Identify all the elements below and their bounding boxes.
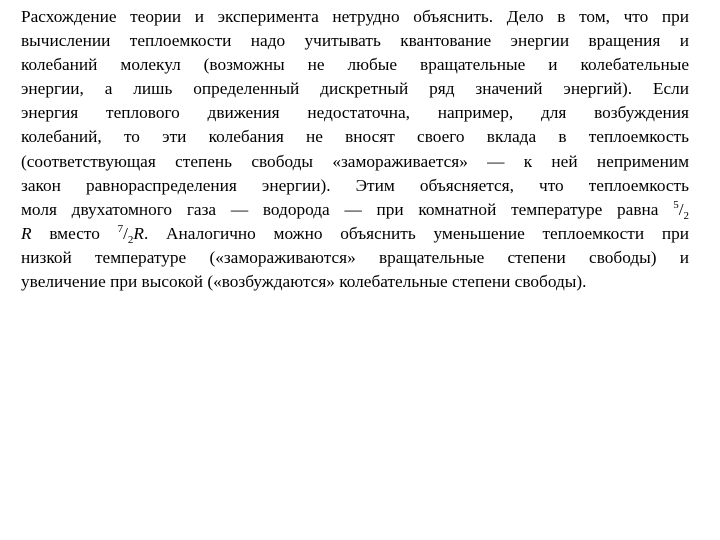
fraction-denominator: 2 (683, 209, 690, 222)
variable-r: R (133, 223, 144, 243)
fraction-slash: / (678, 199, 684, 219)
fraction-denominator: 2 (127, 233, 134, 246)
text-line (21, 198, 689, 222)
text-line: энергии, а лишь определенный дискретный ряд значений энергий). Если (21, 79, 689, 99)
fraction-seven-halves (117, 223, 134, 246)
fraction-numerator: 5 (673, 199, 679, 212)
text-line: Расхождение теории и эксперимента нетрудно объяснить. Дело в том, что при (21, 7, 689, 26)
fraction-numerator: 7 (117, 223, 124, 236)
text-segment: вместо (49, 223, 100, 243)
text-line: вычислении теплоемкости надо учитывать квантование энергии вращения и (21, 31, 689, 51)
text-line (21, 222, 689, 246)
text-line: увеличение при высокой («возбуждаются» колебательные степени свободы). (21, 272, 587, 292)
fraction-slash: / (123, 223, 128, 243)
text-line: колебаний, то эти колебания не вносят своего вклада в теплоемкость (21, 127, 689, 147)
text-line: закон равнораспределения энергии). Этим объясняется, что теплоемкость (21, 175, 689, 195)
body-paragraph (21, 5, 689, 294)
text-segment: . Аналогично можно объяснить уменьшение теплоемкости при (143, 223, 689, 243)
text-line: колебаний молекул (возможны не любые вращательные и колебательные (21, 55, 689, 75)
text-line: низкой температуре («замораживаются» вращательные степени свободы) и (21, 247, 689, 267)
variable-r: R (21, 223, 32, 243)
text-segment: моля двухатомного газа — водорода — при комнатной температуре равна (21, 199, 659, 219)
fraction-five-halves (673, 199, 690, 222)
text-line: (соответствующая степень свободы «замораживается» — к ней неприменим (21, 151, 689, 171)
text-line: энергия теплового движения недостаточна, например, для возбуждения (21, 103, 689, 123)
